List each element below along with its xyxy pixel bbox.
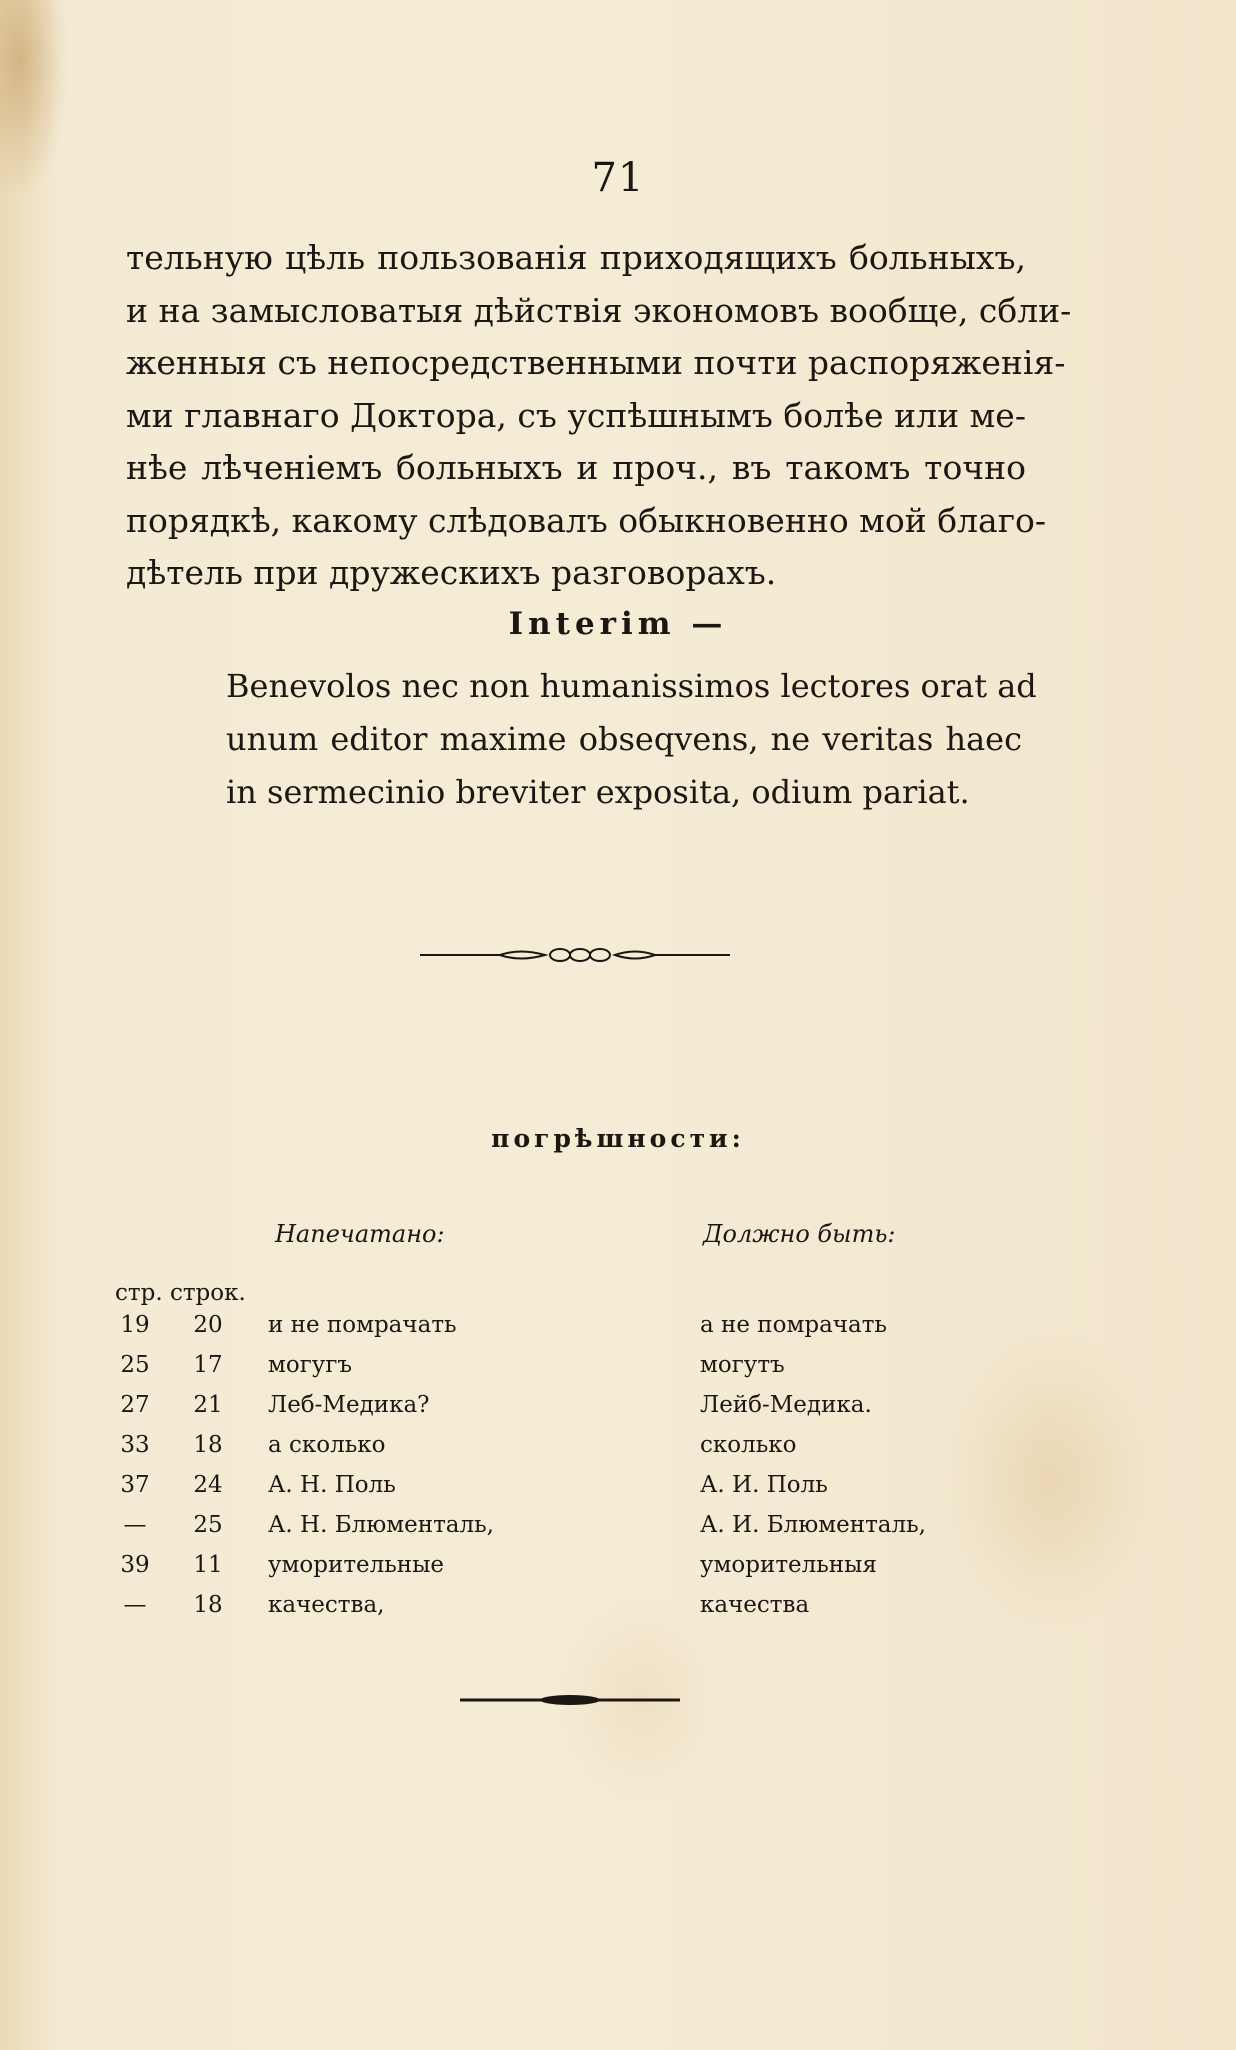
paragraph-line: тельную цѣль пользованія приходящихъ больныхъ, xyxy=(126,238,1026,277)
errata-printed: А. Н. Блюменталь, xyxy=(268,1512,494,1538)
errata-printed: могугъ xyxy=(268,1352,353,1378)
errata-line: 24 xyxy=(193,1472,223,1498)
errata-printed: Леб-Медика? xyxy=(268,1392,430,1418)
page-number: 71 xyxy=(591,155,645,201)
errata-line: 25 xyxy=(193,1512,223,1538)
errata-should: качества xyxy=(700,1592,810,1618)
main-paragraph xyxy=(126,232,1072,600)
errata-header-printed: Напечатано: xyxy=(275,1220,445,1248)
paragraph-line: дѣтель при дружескихъ разговорахъ. xyxy=(126,553,777,592)
errata-line: 11 xyxy=(193,1552,223,1578)
errata-page: — xyxy=(123,1512,147,1538)
errata-line: 21 xyxy=(193,1392,223,1418)
errata-should: сколько xyxy=(700,1432,797,1458)
errata-row xyxy=(0,1312,1236,1352)
errata-row xyxy=(0,1512,1236,1552)
errata-page: 37 xyxy=(120,1472,150,1498)
errata-page: 39 xyxy=(120,1552,150,1578)
errata-page: — xyxy=(123,1592,147,1618)
errata-row xyxy=(0,1592,1236,1632)
errata-line: 20 xyxy=(193,1312,223,1338)
errata-page: 19 xyxy=(120,1312,150,1338)
errata-line: 17 xyxy=(193,1352,223,1378)
errata-row xyxy=(0,1352,1236,1392)
errata-should: уморительныя xyxy=(700,1552,877,1578)
end-ornament xyxy=(460,1690,680,1710)
interim-heading: Interim — xyxy=(508,606,728,642)
errata-header-page-line: стр. строк. xyxy=(115,1280,246,1306)
errata-printed: уморительные xyxy=(268,1552,445,1578)
errata-printed: а сколько xyxy=(268,1432,386,1458)
errata-row xyxy=(0,1472,1236,1512)
latin-line: in sermecinio breviter exposita, odium pariat. xyxy=(226,773,970,811)
errata-printed: качества, xyxy=(268,1592,385,1618)
ornament-divider xyxy=(420,940,730,970)
errata-row xyxy=(0,1552,1236,1592)
errata-title: погрѣшности: xyxy=(491,1124,745,1153)
latin-line: Benevolos nec non humanissimos lectores orat ad xyxy=(226,667,1037,705)
errata-should: а не помрачать xyxy=(700,1312,887,1338)
errata-page: 25 xyxy=(120,1352,150,1378)
paragraph-line: порядкѣ, какому слѣдовалъ обыкновенно мой благо- xyxy=(126,500,1047,540)
errata-page: 33 xyxy=(120,1432,150,1458)
errata-line: 18 xyxy=(193,1592,223,1618)
errata-should: А. И. Поль xyxy=(700,1472,828,1498)
errata-page: 27 xyxy=(120,1392,150,1418)
errata-should: А. И. Блюменталь, xyxy=(700,1512,926,1538)
errata-header-should: Должно быть: xyxy=(703,1220,896,1248)
errata-row xyxy=(0,1392,1236,1432)
latin-line: unum editor maxime obseqvens, ne veritas haec xyxy=(226,720,1022,758)
errata-should: могутъ xyxy=(700,1352,785,1378)
paragraph-line: нѣе лѣченіемъ больныхъ и проч., въ такомъ точно xyxy=(126,448,1026,487)
errata-printed: А. Н. Поль xyxy=(268,1472,396,1498)
paragraph-line: ми главнаго Доктора, съ успѣшнымъ болѣе или ме- xyxy=(126,395,1026,435)
errata-row xyxy=(0,1432,1236,1472)
latin-note xyxy=(226,660,1037,819)
errata-line: 18 xyxy=(193,1432,223,1458)
paragraph-line: женныя съ непосредственными почти распоряженія- xyxy=(126,343,1066,382)
errata-printed: и не помрачать xyxy=(268,1312,457,1338)
paragraph-line: и на замысловатыя дѣйствія экономовъ вообще, сбли- xyxy=(126,290,1072,330)
errata-should: Лейб-Медика. xyxy=(700,1392,872,1418)
